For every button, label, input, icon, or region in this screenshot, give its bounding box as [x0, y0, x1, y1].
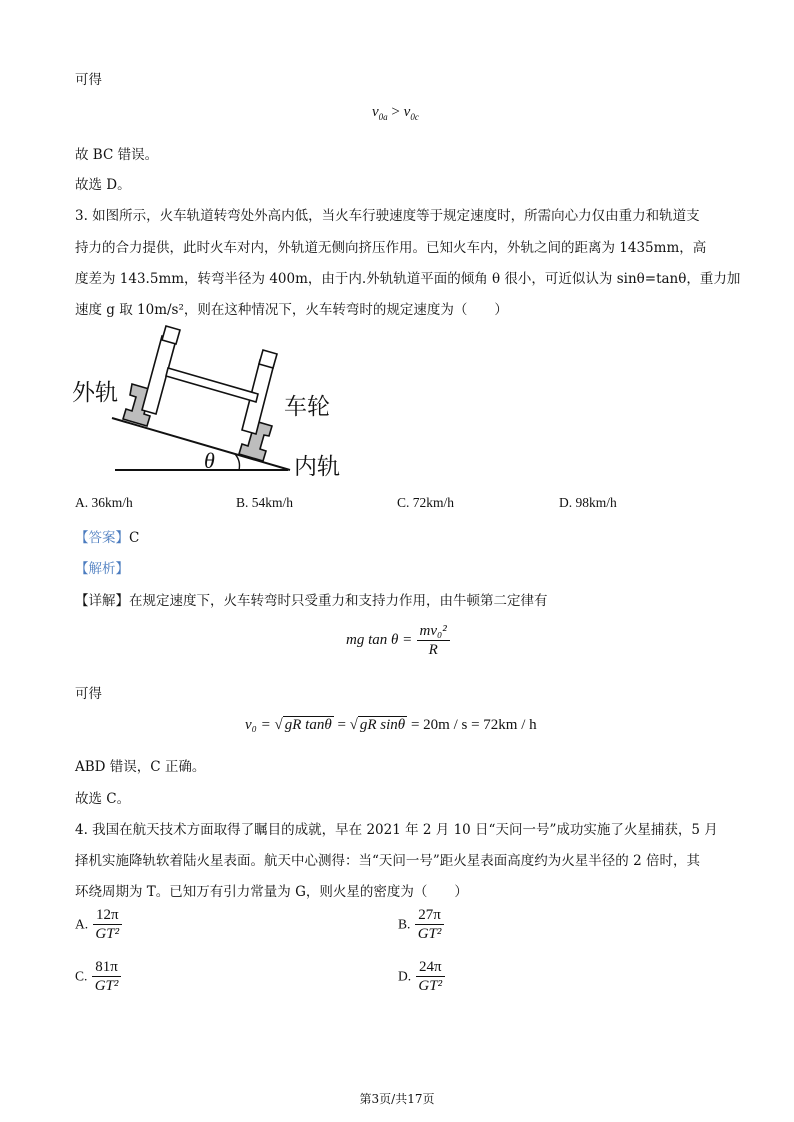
eq-sqrt: gR tanθ [284, 717, 332, 733]
answer-tag: 【答案】 [75, 530, 129, 546]
answer-value: C [129, 530, 140, 546]
fraction-denominator: GT² [95, 926, 120, 942]
eq-part: v₀ = [245, 717, 271, 733]
fraction [92, 959, 122, 994]
equation-v0a-gt-v0c [372, 104, 419, 122]
text-line: 可得 [75, 72, 102, 88]
fraction [92, 907, 122, 942]
eq-operator: > [391, 104, 400, 120]
axle [166, 368, 258, 402]
fraction-numerator: 24π [416, 959, 445, 977]
fraction [415, 959, 445, 994]
question-4-line: 4. 我国在航天技术方面取得了瞩目的成就，早在 2021 年 2 月 10 日“天问一号”成功实施了火星捕获，5 月 [75, 822, 718, 838]
option-label: A. [75, 916, 89, 932]
eq-part: = [337, 717, 346, 733]
option-label: D. [398, 968, 412, 984]
label-theta: θ [204, 448, 215, 473]
eq-subscript: 0c [410, 112, 419, 122]
outer-wheel-top [162, 326, 180, 344]
text-line: 故 BC 错误。 [75, 147, 159, 163]
eq-part: = 20m / s = 72km / h [410, 717, 537, 733]
question-3-line: 3. 如图所示，火车轨道转弯处外高内低，当火车行驶速度等于规定速度时，所需向心力仅由重力和轨道支 [75, 208, 700, 224]
fraction-numerator: 81π [92, 959, 121, 977]
analysis-tag: 【解析】 [75, 561, 129, 577]
option-label: B. [398, 916, 411, 932]
banked-track-figure [70, 322, 360, 482]
detail-text: 在规定速度下，火车转弯时只受重力和支持力作用，由牛顿第二定律有 [129, 593, 548, 609]
eq-left: mg tan θ = [346, 632, 413, 648]
q4-option-b [398, 907, 444, 942]
question-3-line: 速度 g 取 10m/s²，则在这种情况下，火车转弯时的规定速度为（ ） [75, 302, 508, 318]
page-footer: 第3页/共17页 [359, 1092, 435, 1106]
question-3-line: 持力的合力提供，此时火车对内，外轨道无侧向挤压作用。已知火车内，外轨之间的距离为 1435mm，高 [75, 240, 707, 256]
answer-line [75, 526, 139, 546]
inner-wheel-top [259, 350, 277, 368]
text-line: ABD 错误，C 正确。 [75, 759, 206, 775]
fraction-denominator: GT² [418, 978, 443, 994]
equation-v0: v₀ = √ gR tanθ = √ gR sinθ = 20m / s = 72km / h [245, 717, 537, 733]
text-line: 故选 C。 [75, 791, 131, 807]
option-c: C. 72km/h [397, 495, 455, 510]
equation-mg-tan [346, 623, 450, 658]
question-4-line: 环绕周期为 T。已知万有引力常量为 G，则火星的密度为（ ） [75, 884, 468, 900]
detail-line [75, 589, 548, 609]
q4-option-c [75, 959, 121, 994]
fraction-numerator: mv₀² [417, 623, 450, 641]
eq-subscript: 0a [378, 112, 388, 122]
option-b: B. 54km/h [236, 495, 294, 510]
question-4-line: 择机实施降轨软着陆火星表面。航天中心测得：当“天问一号”距火星表面高度约为火星半径的 2 倍时，其 [75, 853, 700, 869]
eq-sqrt: gR sinθ [359, 717, 406, 733]
q4-option-a [75, 907, 122, 942]
angle-arc [235, 454, 240, 470]
label-outer-rail: 外轨 [72, 380, 118, 406]
option-d: D. 98km/h [559, 495, 617, 510]
eq-symbol: v [372, 104, 379, 120]
option-a: A. 36km/h [75, 495, 133, 510]
q4-option-d [398, 959, 445, 994]
question-3-line: 度差为 143.5mm，转弯半径为 400m，由于内.外轨轨道平面的倾角 θ 很小，可近似认为 sinθ=tanθ，重力加 [75, 271, 741, 287]
fraction-denominator: GT² [417, 926, 442, 942]
fraction [415, 907, 445, 942]
text-line: 故选 D。 [75, 177, 131, 193]
eq-symbol: v [403, 104, 411, 120]
option-label: C. [75, 968, 88, 984]
fraction-numerator: 12π [93, 907, 122, 925]
fraction [417, 623, 450, 658]
fraction-numerator: 27π [415, 907, 444, 925]
fraction-denominator: R [428, 642, 438, 658]
fraction-denominator: GT² [94, 978, 119, 994]
label-inner-rail: 内轨 [294, 454, 340, 480]
label-wheel: 车轮 [284, 394, 330, 420]
text-line: 可得 [75, 686, 102, 702]
detail-tag: 【详解】 [75, 593, 129, 609]
